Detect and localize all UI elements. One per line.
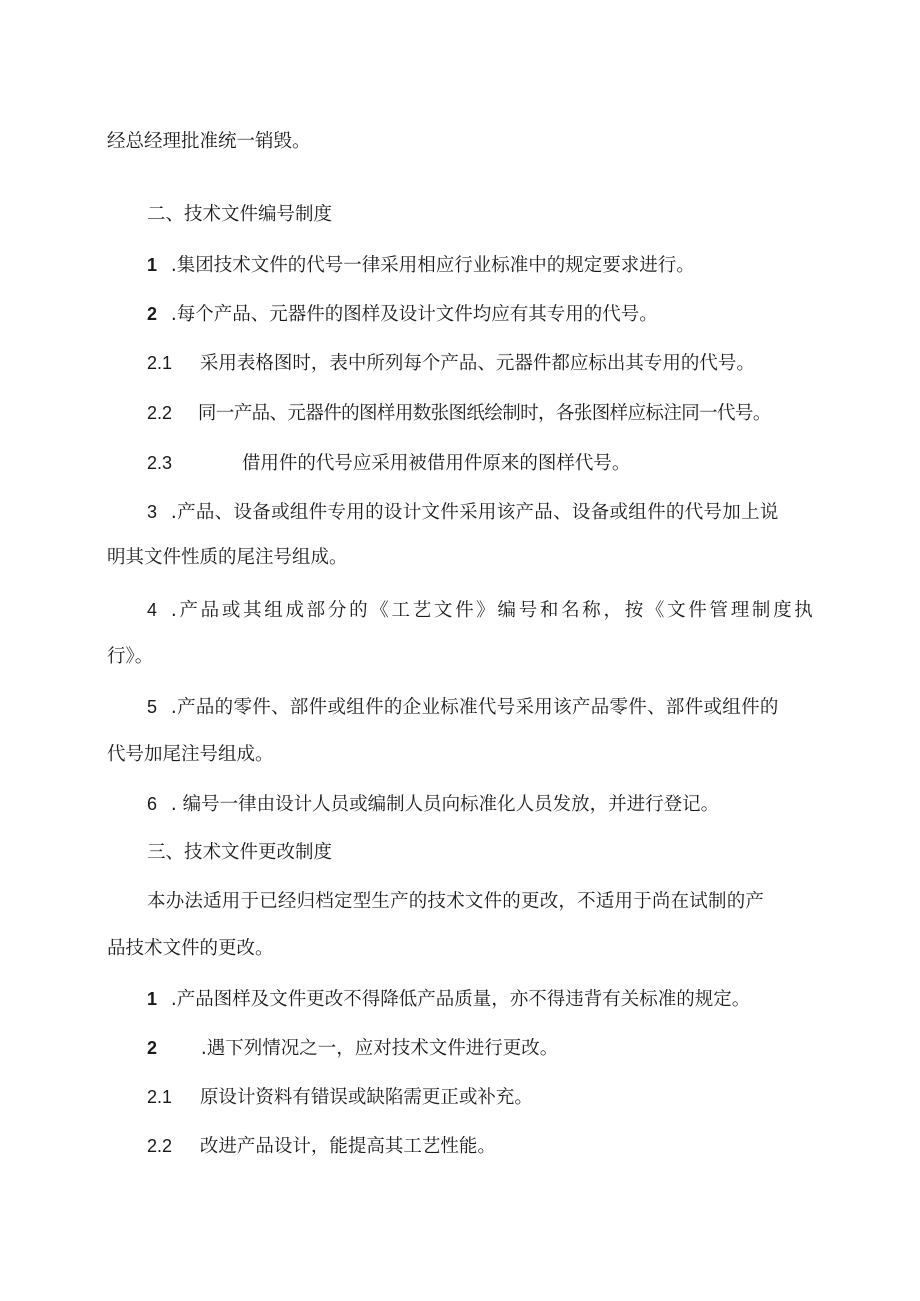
list-item: [147, 500, 779, 525]
text: 代号加尾注号组成。: [107, 744, 274, 765]
text: 品技术文件的更改。: [107, 938, 274, 959]
paragraph-line: [147, 890, 764, 914]
item-number: 3: [147, 502, 158, 522]
text: 本办法适用于已经归档定型生产的技术文件的更改，不适用于尚在试制的产: [147, 891, 765, 912]
paragraph-line: [107, 645, 153, 669]
section-heading: [147, 203, 332, 227]
heading-text: 三、技术文件更改制度: [147, 842, 333, 863]
paragraph-line: [107, 546, 348, 570]
item-text: .每个产品、元器件的图样及设计文件均应有其专用的代号。: [170, 304, 658, 325]
item-text: 改进产品设计，能提高其工艺性能。: [199, 1136, 496, 1157]
item-number: 1: [147, 255, 158, 275]
item-number: 2.2: [147, 1136, 173, 1156]
item-number: 2.3: [147, 453, 173, 473]
item-text: . 编号一律由设计人员或编制人员向标准化人员发放，并进行登记。: [170, 794, 720, 815]
item-text: .产品的零件、部件或组件的企业标准代号采用该产品零件、部件或组件的: [170, 697, 779, 718]
heading-text: 二、技术文件编号制度: [147, 204, 333, 225]
list-item: [147, 598, 816, 623]
list-item: [147, 792, 719, 817]
list-item: [147, 1036, 558, 1061]
section-heading: [147, 841, 332, 865]
paragraph-line: [107, 937, 274, 961]
item-text: 借用件的代号应采用被借用件原来的图样代号。: [241, 453, 631, 474]
list-item: [147, 1134, 496, 1159]
item-text: .集团技术文件的代号一律采用相应行业标准中的规定要求进行。: [170, 255, 695, 276]
list-item: [147, 401, 771, 426]
list-item: [147, 302, 658, 327]
item-text: .产品、设备或组件专用的设计文件采用该产品、设备或组件的代号加上说: [170, 502, 779, 523]
item-number: 4: [147, 600, 158, 620]
item-text: 原设计资料有错误或缺陷需更正或补充。: [199, 1087, 533, 1108]
text: 经总经理批准统一销毁。: [107, 131, 311, 152]
item-text: .遇下列情况之一，应对技术文件进行更改。: [200, 1038, 559, 1059]
list-item: [147, 351, 755, 376]
item-number: 2.2: [147, 403, 173, 423]
item-number: 1: [147, 989, 158, 1009]
list-item: [147, 695, 779, 720]
list-item: [147, 1085, 533, 1110]
list-item: [147, 253, 695, 278]
item-number: 5: [147, 697, 158, 717]
item-number: 2: [147, 1038, 158, 1058]
item-text: 同一产品、元器件的图样用数张图纸绘制时，各张图样应标注同一代号。: [197, 403, 771, 424]
text: 明其文件性质的尾注号组成。: [107, 547, 348, 568]
list-item: [147, 987, 750, 1012]
item-number: 2.1: [147, 353, 173, 373]
paragraph-line: [107, 130, 311, 154]
text: 行》。: [107, 646, 154, 667]
item-number: 2: [147, 304, 158, 324]
item-text: .产品图样及文件更改不得降低产品质量，亦不得违背有关标准的规定。: [170, 989, 751, 1010]
item-number: 2.1: [147, 1087, 173, 1107]
item-text: .产品或其组成部分的《工艺文件》编号和名称，按《文件管理制度执: [170, 600, 816, 621]
paragraph-line: [107, 743, 274, 767]
item-text: 采用表格图时，表中所列每个产品、元器件都应标出其专用的代号。: [199, 353, 755, 374]
list-item: [147, 451, 630, 476]
item-number: 6: [147, 794, 158, 814]
